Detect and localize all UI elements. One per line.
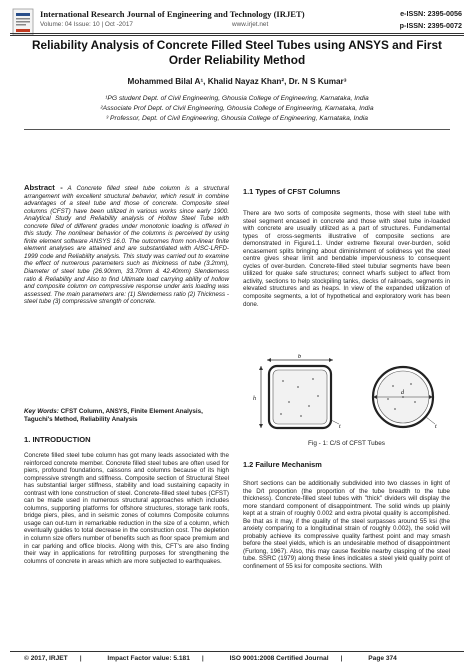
figure-caption: Fig - 1: C/S of CFST Tubes: [308, 440, 385, 447]
abstract: [24, 184, 229, 306]
footer-copyright: © 2017, IRJET: [24, 655, 68, 662]
label-b: b: [298, 354, 301, 360]
section-heading-failure: 1.2 Failure Mechanism: [243, 460, 322, 469]
paper-title: Reliability Analysis of Concrete Filled Steel Tubes using ANSYS and First Order Reliability Method: [32, 38, 442, 67]
abstract-text: A Concrete filled steel tube column is a structural arrangement with excellent structural behavior, which result in combine advantages of a steel tube and those of concrete. Composite steel columns (CFST) have been utilized in various works since early 1900. Analytical Study and Reliability analysis of Hollow Steel Tube with concrete filled of different grades under monotonic loading is offered in this study. The nonlinear behavior of the columns is perceived by using finite element software ANSYS 16.0. The outcomes from non-linear finite element analyses are attained and are substantiated with AISC-LRFD-1999 code and Reliability analysis. This study was carried out to examine the effect of numerous parameters such as thickness of tube (3.2mm), Diameter of steel tube (26.90mm, 33.70mm & 42.40mm) Slenderness ratio & Reliability and Also to find Ultimate load carrying ability of hollow and composite column on compressive response under axis loading was assessed. The main parameters are: (1) Slenderness ratio (2) Thickness -steel tube (3) compressive strength of concrete.: [24, 185, 230, 306]
affiliation-3: ³ Professor, Dept. of Civil Engineering, Ghousia College of Engineering, Karnataka, India: [105, 115, 369, 122]
section-heading-types: 1.1 Types of CFST Columns: [243, 187, 341, 196]
label-h: h: [253, 396, 256, 402]
journal-url[interactable]: www.irjet.net: [232, 21, 269, 28]
footer: © 2017, IRJET | Impact Factor value: 5.181 | ISO 9001:2008 Certified Journal | Page 374: [24, 655, 397, 662]
cfst-cross-section-figure: [243, 354, 450, 438]
keywords: [24, 408, 229, 424]
label-d: d: [401, 390, 404, 396]
e-issn: e-ISSN: 2395-0056: [400, 9, 462, 18]
irjet-logo: [12, 8, 34, 36]
abstract-label: Abstract -: [24, 183, 63, 192]
circular-section: [373, 367, 437, 430]
section-heading-introduction: 1. INTRODUCTION: [24, 435, 91, 444]
footer-impact-factor: Impact Factor value: 5.181: [107, 655, 190, 662]
label-t-circle: t: [435, 424, 437, 430]
title-divider: [24, 129, 450, 130]
keywords-label: Key Words:: [24, 408, 59, 415]
square-section: [253, 354, 341, 430]
affiliation-1: ¹PG student Dept. of Civil Engineering, Ghousia College of Engineering, Karnataka, India: [105, 95, 369, 102]
footer-divider: [10, 651, 464, 652]
footer-page: Page 374: [368, 655, 397, 662]
types-text: There are two sorts of composite segments, those with steel tube with steel segment encased in concrete and those with steel tube in-loaded with concrete are usually utilized as a part of structures. Fundamental types of cross-segments illustrative of composite sections are demonstrated in Figure1.1. Under extreme flexural over-burden, solid encasement splits bringing about diminishment of solidness yet the steel centre gives shear limit and bendable imperviousness to consequent cycles of over-burden. Concrete-filled steel tubular segments have been utilized for quake safe structures; connect wharfs subject to affect from activity, sections to help stockpiling tanks, decks of railroads, segments in elevated structures and as heaps. In view of the expanded utilization of composite segments, a lot of hypothetical and exploratory work has been done.: [243, 210, 450, 308]
introduction-text: Concrete filled steel tube column has got many leads associated with the reinforced concrete member. Concrete filled steel tubes are often used for piers, profound foundations, caissons and columns because of its high compressive strength and stiffness. Composite section of Structural Steel has substantial larger stiffness, stability and load sustaining capacity in contrast with lone construction of steel. Concrete-filled steel tubes (CFST) can be made used in numerous structural approaches which includes columns, supporting platforms for offshore structures, storage tank roofs, bridge piers, piles, and in seismic zones of columns Composite columns usage can out-turn in remarkable reduction in the size of a column, which eventually guides to total decrease in the construction cost. The depletion in column size offers number of benefits such as floor space premium and in car parking and office blocks. Along with this, CFT's are also finding their way in applications for retrofitting purposes for strengthening the columns of concrete in areas which are more subjected to earthquakes.: [24, 452, 229, 565]
failure-text: Short sections can be additionally subdivided into two classes in light of the D/t proportion (the proportion of the tube breadth to the tube thickness). Concrete-filled steel tubes with "thick" dividers will display the more standard component of disappointment. The solid winds up plainly kept at a strain of roughly 0.002 and extra pivotal quality is accomplished. Be that as it may, if the quality of the steel surpasses around 55 ksi (the anxiety comparing to a longitudinal strain of roughly 0.002), the solid will probably achieve its compressive quality farthest point and may smash before the steel yields, which is an undesirable method of disappointment (Furlong, 1967). Also, this may cause flexible nearby clasping of the steel tube. SSRC (1979) along these lines indicates a steel yield quality point of confinement of 55 ksi for composite sections. With: [243, 480, 450, 571]
header-divider: [10, 33, 464, 36]
affiliation-2: ²Associate Prof Dept. of Civil Engineering, Ghousia College of Engineering, Karnataka, India: [100, 105, 374, 112]
footer-iso: ISO 9001:2008 Certified Journal: [229, 655, 329, 662]
p-issn: p-ISSN: 2395-0072: [399, 21, 462, 30]
journal-volume-issue: Volume: 04 Issue: 10 | Oct -2017: [40, 21, 133, 28]
author-list: Mohammed Bilal A¹, Khalid Nayaz Khan², Dr. N S Kumar³: [127, 77, 347, 86]
journal-name: International Research Journal of Engineering and Technology (IRJET): [40, 9, 305, 19]
label-t-square: t: [339, 424, 341, 430]
keywords-text: CFST Column, ANSYS, Finite Element Analysis, Taguchi's Method, Reliability Analysis: [24, 408, 203, 423]
